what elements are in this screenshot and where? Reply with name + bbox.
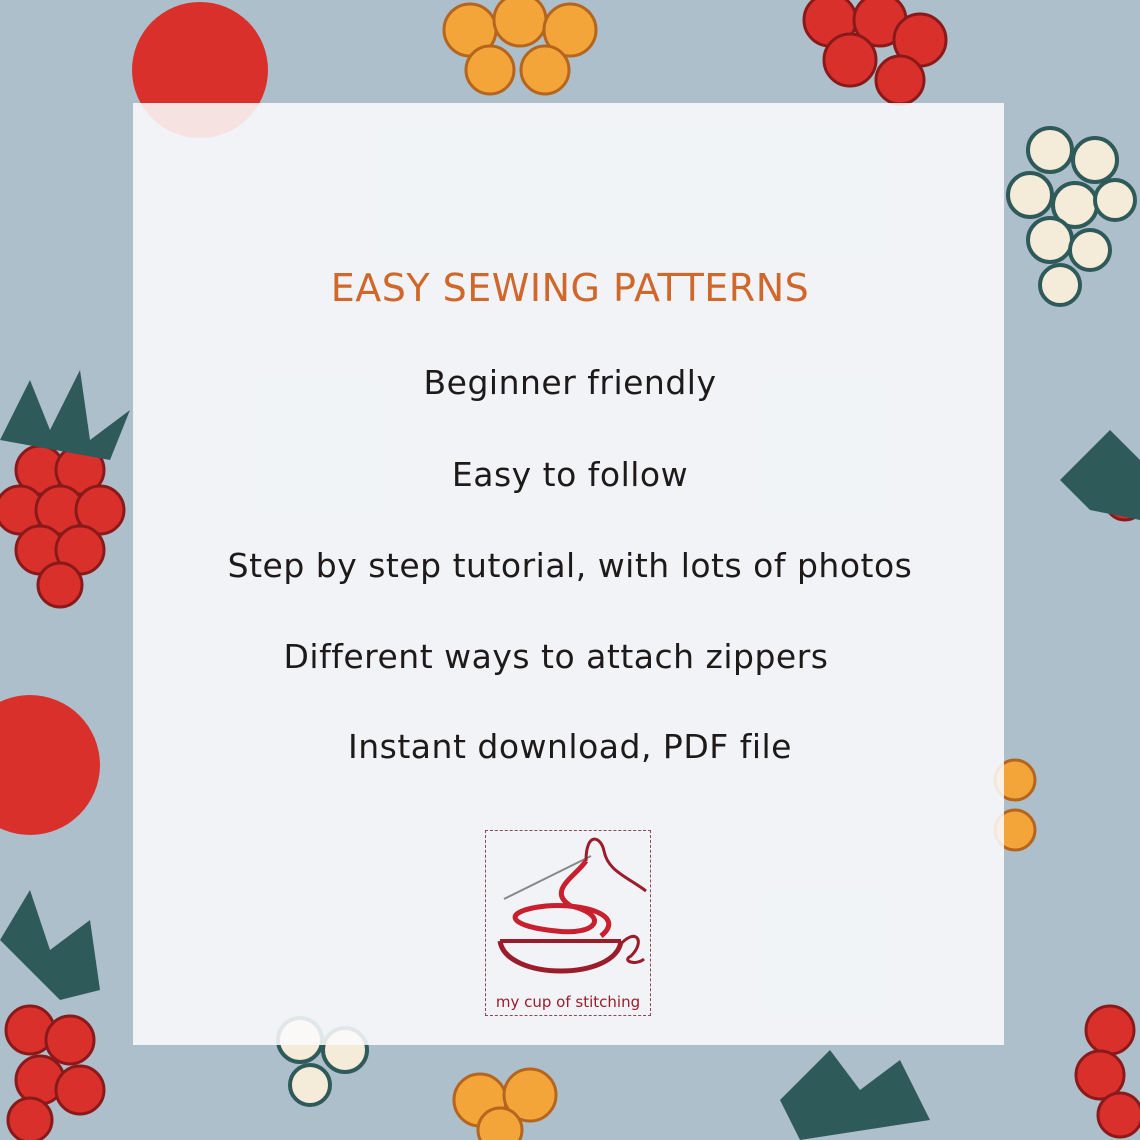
feature-step-by-step: Step by step tutorial, with lots of photos [227, 546, 913, 585]
feature-zippers: Different ways to attach zippers [283, 637, 829, 676]
feature-easy-to-follow: Easy to follow [451, 455, 689, 494]
raspberry-icon [804, 0, 946, 104]
feature-beginner-friendly: Beginner friendly [423, 363, 717, 402]
feature-instant-download: Instant download, PDF file [348, 727, 792, 766]
headline: EASY SEWING PATTERNS [330, 266, 810, 310]
brand-logo [485, 830, 651, 1016]
logo-text: my cup of stitching [495, 993, 641, 1011]
teacup-needle-thread-icon [486, 831, 652, 991]
